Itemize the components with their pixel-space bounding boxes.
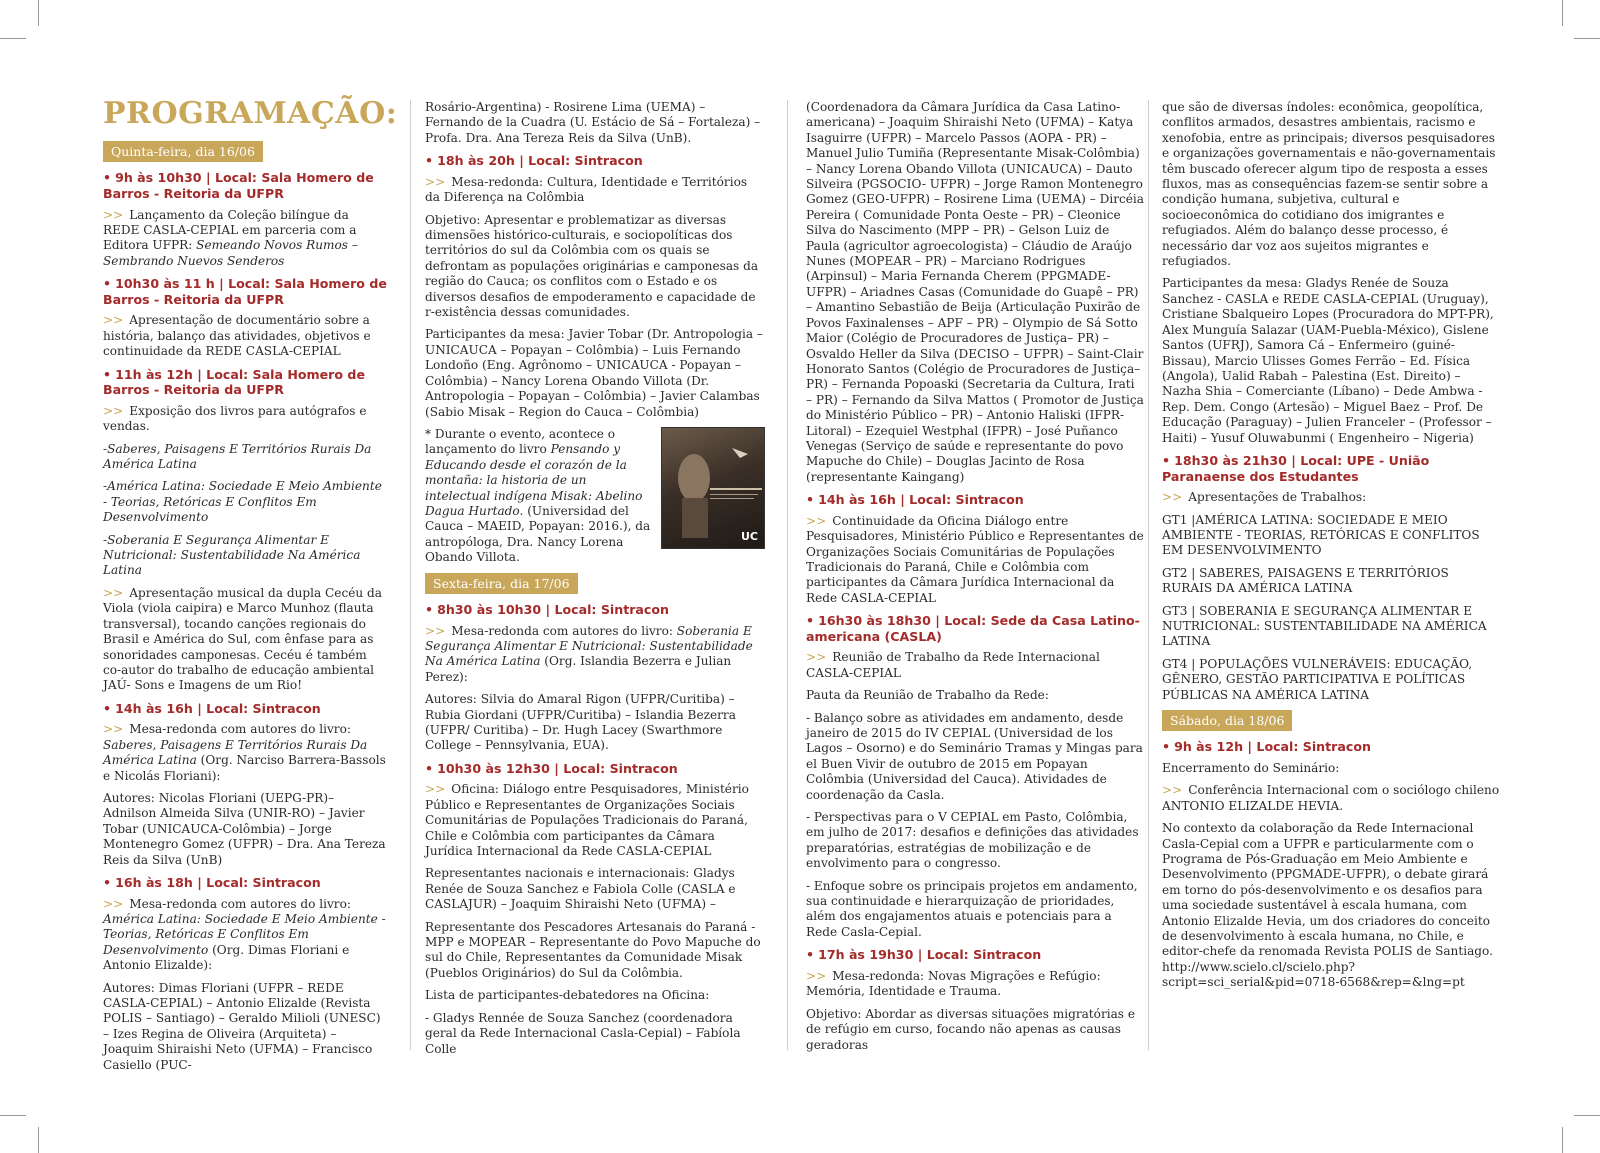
session-representatives: Representantes nacionais e internacionais: Gladys Renée de Souza Sanchez e Fabiola Colle (CASLA e CASLAJUR) – Joaquim Shiraishi Neto (UFMA) – <box>425 866 736 912</box>
working-group: GT2 | SABERES, PAISAGENS E TERRITÓRIOS RURAIS DA AMÉRICA LATINA <box>1162 565 1449 596</box>
arrow-icon: >> <box>103 403 124 418</box>
column-3 <box>806 100 1144 1060</box>
session-time: • 16h às 18h | Local: Sintracon <box>103 874 321 890</box>
session-participants: Participantes da mesa: Javier Tobar (Dr. Antropologia – UNICAUCA – Popayan – Colômbia) – Luis Fernando Londoño (Eng. Agrônomo – UNICAUCA - Popayan – Colômbia) – Nancy Lorena Obando Villota (Dr. Antropologia – Popayan – Colômbia) – Javier Calambas (Sabio Misak – Region do Cauca – Colômbia) <box>425 327 763 419</box>
session-time: • 18h às 20h | Local: Sintracon <box>425 153 643 169</box>
book-launch-text: * Durante o evento, acontece o lançamento do livro Pensando y Educando desde el corazón de la montaña: la historia de un intelectual indígena Misak: Abelino Dagua Hurtado. (Universidad del Cauca – MAEID, Popayan: 2016.), da antropóloga, Dra. Nancy Lorena Obando Villota. <box>425 426 651 565</box>
participants-list: - Gladys Rennée de Souza Sanchez (coordenadora geral da Rede Internacional Casla-Cepial) – Fabíola Colle <box>425 1010 741 1056</box>
session-description: >> Conferência Internacional com o sociólogo chileno ANTONIO ELIZALDE HEVIA. <box>1162 783 1500 813</box>
book-title: -Soberania E Segurança Alimentar E Nutricional: Sustentabilidade Na América Latina <box>103 532 361 578</box>
agenda-item: - Enfoque sobre os principais projetos em andamento, sua continuidade e hierarquização de prioridades, além dos engajamentos atuais e potenciais para a Rede Casla-Cepial. <box>806 878 1138 939</box>
agenda-item: - Perspectivas para o V CEPIAL em Pasto, Colômbia, em julho de 2017: desafios e definições das atividades preparatórias, estratégias de mobilização e de envolvimento para o congresso. <box>806 810 1139 871</box>
book-title: -Saberes, Paisagens E Territórios Rurais Da América Latina <box>103 441 372 472</box>
session-time: • 8h30 às 10h30 | Local: Sintracon <box>425 601 670 617</box>
column-divider <box>787 100 788 1050</box>
arrow-icon: >> <box>103 313 124 328</box>
column-2 <box>425 100 765 1064</box>
column-4 <box>1162 100 1500 998</box>
arrow-icon: >> <box>806 513 827 528</box>
session-description: >> Apresentações de Trabalhos: <box>1162 490 1367 505</box>
session-time: • 14h às 16h | Local: Sintracon <box>103 700 321 716</box>
continued-text: Rosário-Argentina) - Rosirene Lima (UEMA) – Fernando de la Cuadra (U. Estácio de Sá – Fortaleza) – Profa. Dra. Ana Tereza Reis da Silva (UnB). <box>425 100 761 145</box>
book-title: -América Latina: Sociedade E Meio Ambiente - Teorias, Retóricas E Conflitos Em Desenvolvimento <box>103 479 382 525</box>
arrow-icon: >> <box>806 968 827 983</box>
session-time: • 11h às 12h | Local: Sala Homero de Barros - Reitoria da UFPR <box>103 366 365 398</box>
session-participants: Participantes da mesa: Gladys Renée de Souza Sanchez - CASLA e REDE CASLA-CEPIAL (Uruguay), Cristiane Sbalqueiro Lopes (Procuradora do MPT-PR), Alex Munguía Salazar (UAM-Puebla-México), Gislene Santos (UFRJ), Samora Cá – Enfermeiro (guiné-Bissau), Marcio Ulisses Gomes Ferrão – Ed. Física (Angola), Ualid Rabah – Palestina (Est. Direito) – Nazha Shia – Comerciante (Líbano) – Dede Ambwa - Rep. Dem. Congo (Artesão) – Miguel Baez – Prof. De Educação (Paraguay) – Julien Franceler – (Professor – Haiti) – Yusuf Oluwabunmi ( Engenheiro – Nigeria) <box>1162 276 1494 445</box>
book-cover-image <box>661 427 765 549</box>
session-description: >> Apresentação de documentário sobre a história, balanço das atividades, objetivos e continuidade da REDE CASLA-CEPIAL <box>103 313 371 359</box>
closing-heading: Encerramento do Seminário: <box>1162 761 1340 775</box>
session-authors: Autores: Dimas Floriani (UFPR – REDE CASLA-CEPIAL) – Antonio Elizalde (Revista POLIS – Santiago) – Geraldo Milioli (UNESC) – Izes Regina de Oliveira (Arquiteta) – Joaquim Shiraishi Neto (UFMA) – Francisco Casiello (PUC- <box>103 980 381 1072</box>
book-launch-note <box>425 427 765 573</box>
page-title: PROGRAMAÇÃO: <box>103 96 398 131</box>
session-time: • 16h30 às 18h30 | Local: Sede da Casa Latino-americana (CASLA) <box>806 613 1140 644</box>
session-objective: Objetivo: Apresentar e problematizar as diversas dimensões histórico-culturais, e sociopolíticas dos territórios do sul da Colômbia com os quais se defrontam as populações originárias e camponesas da região do Cauca; os conflitos com o Estado e os diversos desafios de empoderamento e capacidade de r-existência dessas comunidades. <box>425 212 759 320</box>
session-description: >> Continuidade da Oficina Diálogo entre Pesquisadores, Ministério Público e Representantes de Organizações Sociais Comunitárias de Populações Tradicionais do Paraná, Chile e Colômbia com participantes da Câmara Jurídica Internacional da Rede CASLA-CEPIAL <box>806 513 1144 605</box>
arrow-icon: >> <box>103 207 124 222</box>
continued-text: que são de diversas índoles: econômica, geopolítica, conflitos armados, desastres ambientais, racismo e xenofobia, entre as principais; diversos pesquisadores e organizações governamentais e não-governamentais têm buscado oferecer algum tipo de resposta a esses fluxos, mas as consequências fazem-se sentir sobre a condição humana, subjetiva, cultural e socioeconômica do cotidiano dos imigrantes e refugiados. Além do balanço desse processo, é necessário dar voz aos sujeitos migrantes e refugiados. <box>1162 100 1496 269</box>
session-description: >> Lançamento da Coleção bilíngue da REDE CASLA-CEPIAL em parceria com a Editora UFPR: Semeando Novos Rumos – Sembrando Nuevos Senderos <box>103 207 358 268</box>
session-description: >> Exposição dos livros para autógrafos e vendas. <box>103 403 367 434</box>
arrow-icon: >> <box>425 623 446 638</box>
session-time: • 9h às 12h | Local: Sintracon <box>1162 739 1371 755</box>
session-description: >> Mesa-redonda com autores do livro: Saberes, Paisagens E Territórios Rurais Da América Latina (Org. Narciso Barrera-Bassols e Nicolás Floriani): <box>103 722 386 783</box>
crop-mark <box>1574 1115 1600 1116</box>
day-label-friday: Sexta-feira, dia 17/06 <box>425 573 578 594</box>
crop-mark <box>1562 0 1563 26</box>
crop-mark <box>1562 1127 1563 1153</box>
session-objective: Objetivo: Abordar as diversas situações migratórias e de refúgio em curso, focando não apenas as causas geradoras <box>806 1006 1136 1052</box>
session-time: • 10h30 às 11 h | Local: Sala Homero de Barros - Reitoria da UFPR <box>103 276 387 307</box>
session-time: • 9h às 10h30 | Local: Sala Homero de Barros - Reitoria da UFPR <box>103 170 374 201</box>
session-description: >> Mesa-redonda: Novas Migrações e Refúgio: Memória, Identidade e Trauma. <box>806 968 1101 999</box>
column-1 <box>103 141 388 1080</box>
session-description: >> Oficina: Diálogo entre Pesquisadores, Ministério Público e Representantes de Organizações Sociais Comunitárias de Populações Tradicionais do Paraná, Chile e Colômbia com participantes da Câmara Jurídica Internacional da Rede CASLA-CEPIAL <box>425 782 749 859</box>
agenda-item: - Balanço sobre as atividades em andamento, desde janeiro de 2015 do IV CEPIAL (Universidad de los Lagos – Osorno) e do Seminário Tramas y Mingas para el Buen Vivir de outubro de 2015 em Popayan Colômbia (Universidad del Cauca). Atividades de coordenação da Casla. <box>806 710 1143 802</box>
session-description: >> Mesa-redonda com autores do livro: América Latina: Sociedade E Meio Ambiente - Teorias, Retóricas E Conflitos Em Desenvolvimento (Org. Dimas Floriani e Antonio Elizalde): <box>103 896 386 973</box>
session-description: >> Mesa-redonda: Cultura, Identidade e Territórios da Diferença na Colômbia <box>425 174 748 205</box>
working-group: GT1 |AMÉRICA LATINA: SOCIEDADE E MEIO AMBIENTE - TEORIAS, RETÓRICAS E CONFLITOS EM DESENVOLVIMENTO <box>1162 512 1480 558</box>
session-description: >> Apresentação musical da dupla Cecéu da Viola (viola caipira) e Marco Munhoz (flauta transversal), tocando canções regionais do Brasil e América do Sul, com ênfase para as sonoridades camponesas. Cecéu é também co-autor do trabalho de educação ambiental JAÚ- Sons e Imagens de um Rio! <box>103 585 382 693</box>
arrow-icon: >> <box>1162 783 1183 798</box>
session-time: • 18h30 às 21h30 | Local: UPE - União Paranaense dos Estudantes <box>1162 452 1430 484</box>
working-group: GT3 | SOBERANIA E SEGURANÇA ALIMENTAR E NUTRICIONAL: SUSTENTABILIDADE NA AMÉRICA LATINA <box>1162 603 1487 649</box>
working-group: GT4 | POPULAÇÕES VULNERÁVEIS: EDUCAÇÃO, GÊNERO, GESTÃO PARTICIPATIVA E POLÍTICAS PÚBLICAS NA AMÉRICA LATINA <box>1162 656 1473 702</box>
arrow-icon: >> <box>806 650 827 665</box>
session-representatives: Representante dos Pescadores Artesanais do Paraná - MPP e MOPEAR – Representante do Povo Mapuche do sul do Chile, Representantes da Comunidade Misak (Pueblos Originários) do Sul da Colômbia. <box>425 919 761 980</box>
crop-mark <box>0 38 26 39</box>
session-authors: Autores: Silvia do Amaral Rigon (UFPR/Curitiba) – Rubia Giordani (UFPR/Curitiba) – Islandia Bezerra (UFPR/ Curitiba) – Dr. Hugh Lacey (Swarthmore College – Pennsylvania, EUA). <box>425 692 736 753</box>
session-time: • 10h30 às 12h30 | Local: Sintracon <box>425 760 678 776</box>
crop-mark <box>38 0 39 26</box>
agenda-heading: Pauta da Reunião de Trabalho da Rede: <box>806 688 1049 703</box>
day-label-thursday: Quinta-feira, dia 16/06 <box>103 141 263 162</box>
participants-heading: Lista de participantes-debatedores na Oficina: <box>425 988 710 1003</box>
book-cover-logo: UC <box>740 529 758 543</box>
session-description: >> Reunião de Trabalho da Rede Internacional CASLA-CEPIAL <box>806 650 1100 680</box>
column-divider <box>1148 100 1149 1050</box>
arrow-icon: >> <box>103 896 124 911</box>
crop-mark <box>0 1115 26 1116</box>
arrow-icon: >> <box>1162 490 1183 505</box>
arrow-icon: >> <box>425 174 446 189</box>
arrow-icon: >> <box>425 782 446 797</box>
session-authors: Autores: Nicolas Floriani (UEPG-PR)– Adnilson Almeida Silva (UNIR-RO) – Javier Tobar (UNICAUCA-Colômbia) – Jorge Montenegro Gomez (UFPR) – Dra. Ana Tereza Reis da Silva (UnB) <box>103 790 386 867</box>
session-time: • 17h às 19h30 | Local: Sintracon <box>806 947 1042 963</box>
arrow-icon: >> <box>103 722 124 737</box>
session-description: >> Mesa-redonda com autores do livro: Soberania E Segurança Alimentar E Nutricional: Sustentabilidade Na América Latina (Org. Islandia Bezerra e Julian Perez): <box>425 623 753 684</box>
closing-context: No contexto da colaboração da Rede Internacional Casla-Cepial com a UFPR e particularmente com o Programa de Pós-Graduação em Meio Ambiente e Desenvolvimento (PPGMADE-UFPR), o debate girará em torno do pós-desenvolvimento e os desafios para uma sociedade sustentável à escala humana, com Antonio Elizalde Hevia, um dos criadores do conceito de desenvolvimento à escala humana, no Chile, e editor-chefe da renomada Revista POLIS de Santiago. http://www.scielo.cl/scielo.php?script=sci_serial&pid=0718-6568&rep=&lng=pt <box>1162 821 1493 990</box>
crop-mark <box>1574 38 1600 39</box>
crop-mark <box>38 1127 39 1153</box>
continued-text: (Coordenadora da Câmara Jurídica da Casa Latino-americana) – Joaquim Shiraishi Neto (UFMA) – Katya Isaguirre (UFPR) – Marcelo Passos (AOPA - PR) – Manuel Julio Tumiña (Representante Misak-Colômbia) – Nancy Lorena Obando Villota (UNICAUCA) – Dauto Silveira (PGSOCIO- UFPR) – Jorge Ramon Montenegro Gomez (GEO-UFPR) – Rosirene Lima (UEMA) – Dircéia Pereira ( Comunidade Ponta Oeste – PR) – Cleonice Silva do Nascimento (MPP – PR) – Gelson Luiz de Paula (agricultor agroecologista) – Cláudio de Araújo Nunes (MOPEAR – PR) – Marciano Rodrigues (Arpinsul) – Maria Fernanda Cherem (PPGMADE-UFPR) – Ariadnes Casas (Comunidade do Guapê – PR) – Amantino Sebastião de Beija (Articulação Puxirão de Povos Faxinalenses – APF – PR) – Olympio de Sá Sotto Maior (Colégio de Procuradores de Justiça– PR) – Osvaldo Heller da Silva (DECISO – UFPR) – Saint-Clair Honorato Santos (Colégio de Procuradores de Justiça– PR) – Fernanda Popoaski (Secretaria da Cultura, Irati – PR) – Fernando da Silva Mattos ( Promotor de Justiça do Ministério Público – PR) – Antonio Haliski (IFPR-Litoral) – Ezequiel Westphal (IFPR) – José Puñanco Venegas (Serviço de saúde e representante do povo Mapuche do Chile) – Douglas Jacinto de Rosa (representante Kaingang) <box>806 100 1144 484</box>
session-time: • 14h às 16h | Local: Sintracon <box>806 492 1024 508</box>
arrow-icon: >> <box>103 585 124 600</box>
column-divider <box>410 100 411 1050</box>
day-label-saturday: Sábado, dia 18/06 <box>1162 710 1292 731</box>
